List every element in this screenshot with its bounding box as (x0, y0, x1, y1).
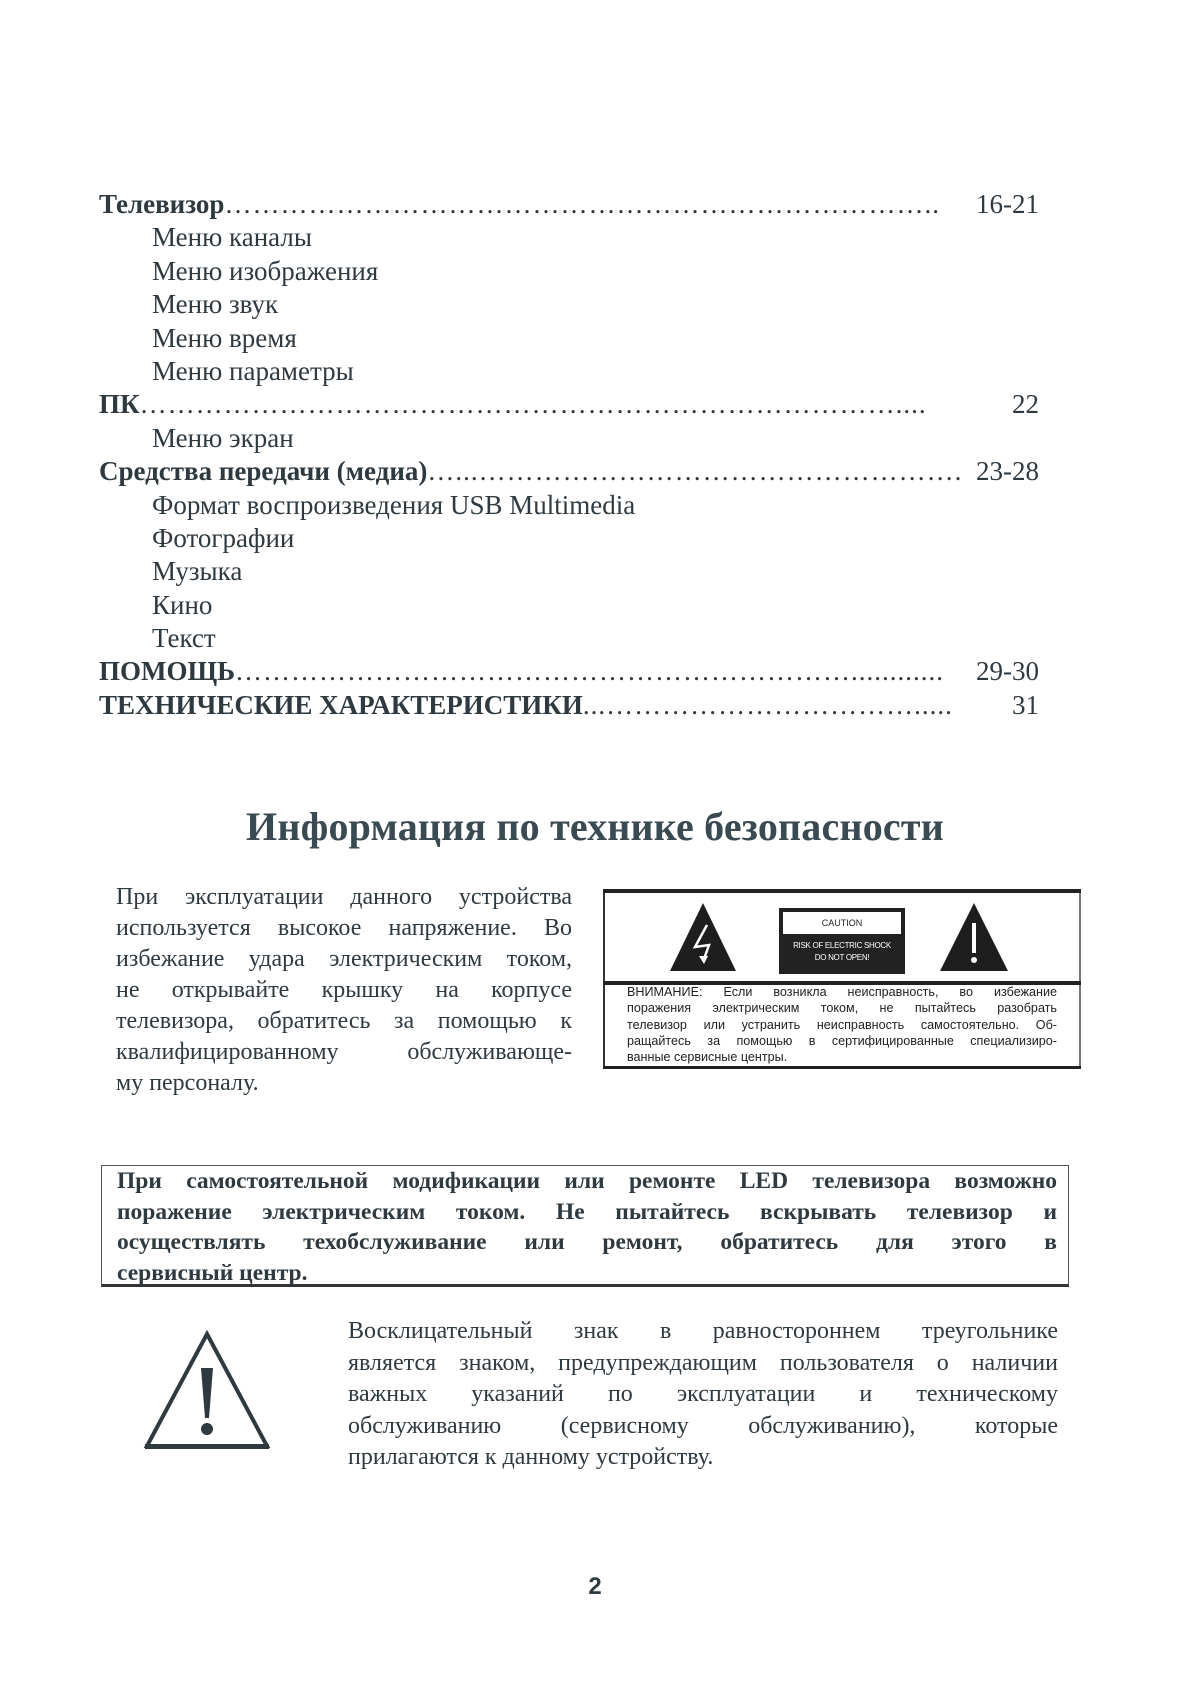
text-line: сервисный центр. (117, 1259, 308, 1286)
toc-entry-label: Средства передачи (медиа) (99, 456, 428, 487)
toc-leader-dots: …...……………………………………………. (427, 456, 963, 487)
toc-entry-label: Телевизор (99, 189, 225, 219)
toc-subentry[interactable]: Меню каналы (152, 222, 312, 253)
toc-subentry[interactable]: Меню звук (152, 289, 279, 320)
toc-subentry[interactable]: Музыка (152, 556, 243, 587)
caution-notice-box (603, 889, 1081, 1069)
divider (603, 1066, 1081, 1069)
caution-label-head: CAUTION (783, 912, 901, 934)
page-number: 2 (588, 1573, 602, 1600)
toc-page-number: 29-30 (976, 656, 1039, 687)
caution-label-line: DO NOT OPEN! (814, 953, 870, 962)
text-line: му персоналу. (116, 1070, 259, 1096)
toc-leader-dots: …………………………………………………………............ (235, 656, 944, 687)
repair-warning-box (101, 1165, 1069, 1287)
toc-entry-label: ПОМОЩЬ (99, 656, 235, 687)
text-line: является знаком, предупреждающим пользователя о наличии (348, 1349, 1058, 1376)
toc-entry[interactable] (99, 388, 1039, 421)
intro-paragraph (116, 882, 572, 1099)
toc-leader-dots: ...……………………………..... (582, 689, 953, 720)
toc-page-number: 16-21 (976, 189, 1039, 219)
text-line: ВНИМАНИЕ: Если возникла неисправность, во избежание (627, 985, 1057, 999)
toc-leader-dots: ………………………………………………………………….. (224, 189, 940, 219)
text-line: При самостоятельной модификации или ремонте LED телевизора возможно (117, 1168, 1057, 1194)
toc-subentry[interactable]: Меню экран (152, 422, 294, 453)
repair-warning-text (117, 1166, 1057, 1288)
toc-entry[interactable] (99, 455, 1039, 488)
toc-subentry[interactable]: Меню изображения (152, 255, 379, 286)
text-line: осуществлять техобслуживание или ремонт, обратитесь для этого в (117, 1229, 1057, 1255)
text-line: телевизора, обратитесь за помощью к (116, 1008, 572, 1034)
toc-subentry[interactable]: Меню параметры (152, 355, 354, 386)
caution-label-risk (779, 940, 905, 964)
toc-entry[interactable] (99, 689, 1039, 722)
text-line: обслуживанию (сервисному обслуживанию), которые (348, 1412, 1058, 1439)
exclamation-triangle-icon (143, 1330, 271, 1452)
text-line: поражения электрическим током, не пытайтесь разобрать (627, 1001, 1057, 1016)
text-line: Восклицательный знак в равностороннем треугольнике (348, 1318, 1058, 1344)
electric-shock-warning-icon (668, 901, 738, 973)
toc-entry-label: ТЕХНИЧЕСКИЕ ХАРАКТЕРИСТИКИ (99, 689, 583, 720)
text-line: ванные сервисные центры. (627, 1050, 788, 1065)
text-line: прилагаются к данному устройству. (348, 1444, 714, 1470)
text-line: важных указаний по эксплуатации и техническому (348, 1381, 1058, 1407)
text-line: избежание удара электрическим током, (116, 946, 572, 972)
toc-subentry[interactable]: Формат воспроизведения USB Multimedia (152, 489, 636, 520)
toc-subentry[interactable]: Фотографии (152, 522, 295, 553)
toc-subentry[interactable]: Меню время (152, 322, 297, 353)
caution-text (627, 984, 1057, 1065)
toc-page-number: 23-28 (976, 456, 1039, 487)
table-of-contents (99, 188, 1039, 722)
toc-page-number: 31 (1012, 689, 1039, 720)
text-line: квалифицированному обслуживающе- (116, 1039, 572, 1065)
divider (603, 889, 1081, 893)
text-line: не открывайте крышку на корпусе (116, 977, 572, 1003)
section-title: Информация по технике безопасности (246, 804, 944, 849)
toc-subentry[interactable]: Кино (152, 589, 213, 620)
text-line: используется высокое напряжение. Во (116, 915, 572, 941)
exclamation-explanation (348, 1316, 1058, 1474)
text-line: При эксплуатации данного устройства (116, 884, 572, 910)
toc-entry[interactable] (99, 188, 1039, 221)
toc-entry-label: ПК (99, 389, 140, 420)
exclamation-warning-icon (938, 901, 1010, 973)
text-line: ращайтесь за помощью в сертифицированные специализиро- (627, 1033, 1057, 1048)
toc-entry[interactable] (99, 655, 1039, 688)
text-line: поражение электрическим током. Не пытайтесь вскрывать телевизор и (117, 1198, 1057, 1225)
caution-label-line: RISK OF ELECTRIC SHOCK (793, 941, 891, 950)
toc-subentry[interactable]: Текст (152, 623, 216, 654)
text-line: телевизор или устранить неисправность самостоятельно. Об- (627, 1017, 1057, 1032)
caution-label (779, 908, 905, 974)
toc-leader-dots: ……………………………………………………………………….... (139, 389, 927, 420)
toc-page-number: 22 (1012, 389, 1039, 420)
